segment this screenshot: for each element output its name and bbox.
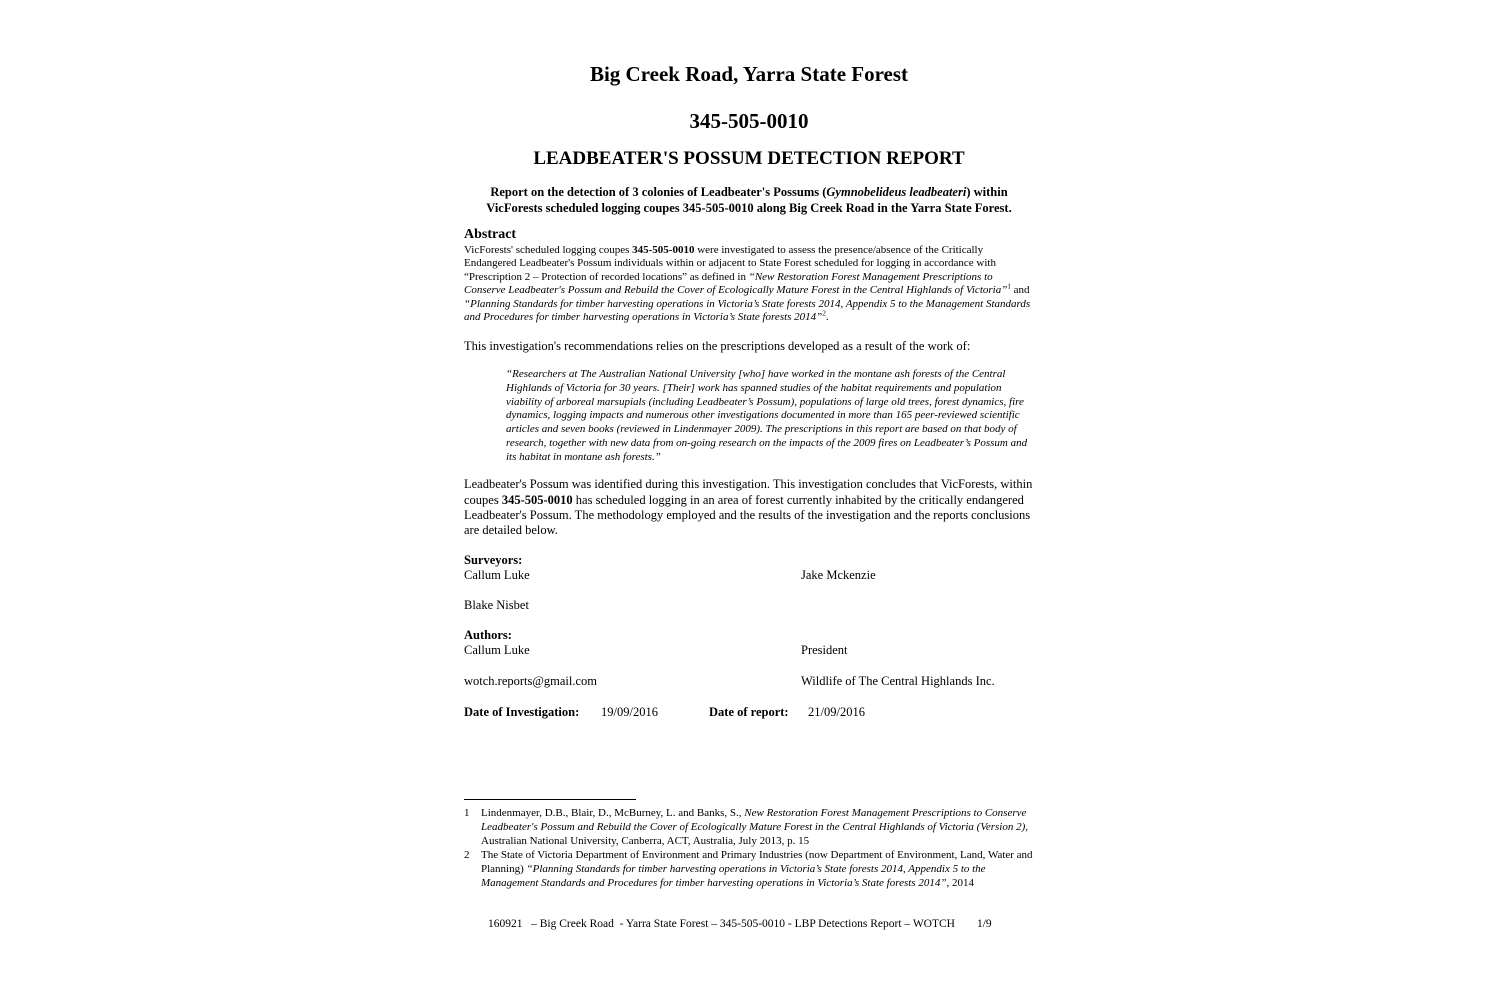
conclusion-text1: Leadbeater's Possum was identified during this investigation. This investigation concludes that VicForests, within coupes — [464, 477, 1033, 507]
authors-heading: Authors: — [464, 628, 512, 643]
recommendations-intro: This investigation's recommendations relies on the prescriptions developed as a result of the work of: — [464, 338, 971, 353]
abstract-text2: were investigated to assess the presence/absence of the Critically Endangered Leadbeater's Possum individuals within or adjacent to State Forest scheduled for logging in accordance with “Prescription 2 – Protection of recorded locations” as defined in — [464, 243, 996, 283]
report-date-value: 21/09/2016 — [808, 705, 865, 720]
footnote-ref-1: 1 — [1007, 282, 1011, 291]
authors-row-2 — [464, 674, 1034, 689]
footnote-1-publisher: , Australian National University, Canberra, ACT, Australia, July 2013, p. 15 — [481, 820, 1028, 847]
footnote-2-year: , 2014 — [946, 876, 974, 889]
page-footer — [488, 918, 992, 930]
footer-text: 160921 – Big Creek Road - Yarra State Forest – 345-505-0010 - LBP Detections Report – WOTCH — [488, 918, 955, 930]
report-type-heading: LEADBEATER'S POSSUM DETECTION REPORT — [533, 148, 965, 170]
author-organisation: Wildlife of The Central Highlands Inc. — [801, 674, 995, 689]
surveyors-row-1 — [464, 568, 1034, 583]
investigation-date-label: Date of Investigation: — [464, 705, 580, 720]
author-name: Callum Luke — [464, 643, 530, 658]
footnote-1-authors: Lindenmayer, D.B., Blair, D., McBurney, L. and Banks, S., — [481, 807, 745, 819]
author-email: wotch.reports@gmail.com — [464, 674, 598, 689]
subtitle-part1: Report on the detection of 3 colonies of Leadbeater's Possums ( — [490, 185, 827, 200]
abstract-ref2-title: “Planning Standards for timber harvesting operations in Victoria’s State forests 2014, Appendix 5 to the Management Standards and Procedures for timber harvesting operations in Victoria’s State forests 2014” — [464, 297, 1031, 324]
abstract-and: and — [1010, 284, 1030, 297]
footnote-2-source: The State of Victoria Department of Environment and Primary Industries (now Department of Environment, Land, Water and Planning) — [481, 849, 1033, 875]
report-subtitle — [464, 185, 1034, 216]
surveyor-name: Blake Nisbet — [464, 598, 529, 613]
abstract-end: . — [825, 311, 829, 324]
surveyor-name: Callum Luke — [464, 568, 530, 583]
abstract-ref1-title: “New Restoration Forest Management Prescriptions to Conserve Leadbeater's Possum and Rebuild the Cover of Ecologically Mature Forest in the Central Highlands of Victoria” — [464, 270, 1008, 297]
footnote-1 — [464, 807, 1034, 848]
abstract-heading: Abstract — [464, 227, 517, 243]
species-name: Gymnobelideus leadbeateri — [826, 185, 967, 200]
surveyors-row-2 — [464, 598, 1034, 613]
abstract-text — [464, 244, 1034, 325]
footnote-divider — [464, 799, 636, 800]
dates-row — [464, 705, 1034, 720]
abstract-coupe: 345-505-0010 — [632, 243, 695, 256]
conclusion-text2: has scheduled logging in an area of forest currently inhabited by the critically endangered Leadbeater's Possum. The methodology employed and the results of the investigation and the reports conclusions are detailed below. — [464, 492, 1031, 538]
footnote-2 — [464, 849, 1034, 890]
author-role: President — [801, 643, 848, 658]
footnote-number: 1 — [464, 807, 470, 819]
abstract-text1: VicForests' scheduled logging coupes — [464, 243, 633, 256]
footnote-ref-2: 2 — [822, 309, 826, 318]
research-quote: “Researchers at The Australian National University [who] have worked in the montane ash forests of the Central Highlands of Victoria for 30 years. [Their] work has spanned studies of the habitat requirements and population viability of arboreal marsupials (including Leadbeater’s Possum), populations of large old trees, forest dynamics, fire dynamics, logging impacts and numerous other investigations documented in more than 165 peer-reviewed scientific articles and seven books (reviewed in Lindenmayer 2009). The prescriptions in this report are based on that body of research, together with new data from on-going research on the impacts of the 2009 fires on Leadbeater’s Possum and its habitat in montane ash forests.” — [506, 368, 1028, 463]
surveyors-heading: Surveyors: — [464, 553, 523, 568]
conclusion-paragraph — [464, 477, 1034, 538]
report-date-label: Date of report: — [709, 705, 789, 720]
footnote-number: 2 — [464, 849, 470, 862]
footnote-2-title: “Planning Standards for timber harvesting operations in Victoria’s State forests 2014, Appendix 5 to the Management Standards and Procedures for timber harvesting operations in Victoria’s State forests 2014” — [481, 863, 986, 889]
report-page — [464, 62, 1034, 720]
subtitle-part2: ) within VicForests scheduled logging coupes 345-505-0010 along Big Creek Road in the Yarra State Forest. — [486, 185, 1012, 215]
coupe-number: 345-505-0010 — [689, 109, 809, 134]
footnotes — [464, 807, 1034, 892]
surveyor-name: Jake Mckenzie — [801, 568, 876, 583]
page-number: 1/9 — [976, 918, 992, 930]
conclusion-coupe: 345-505-0010 — [501, 492, 573, 507]
investigation-date-value: 19/09/2016 — [601, 705, 658, 720]
document-title: Big Creek Road, Yarra State Forest — [589, 62, 909, 86]
footnote-1-title: New Restoration Forest Management Prescriptions to Conserve Leadbeater's Possum and Rebuild the Cover of Ecologically Mature Forest in the Central Highlands of Victoria (Version 2) — [481, 807, 1027, 833]
authors-row-1 — [464, 643, 1034, 658]
